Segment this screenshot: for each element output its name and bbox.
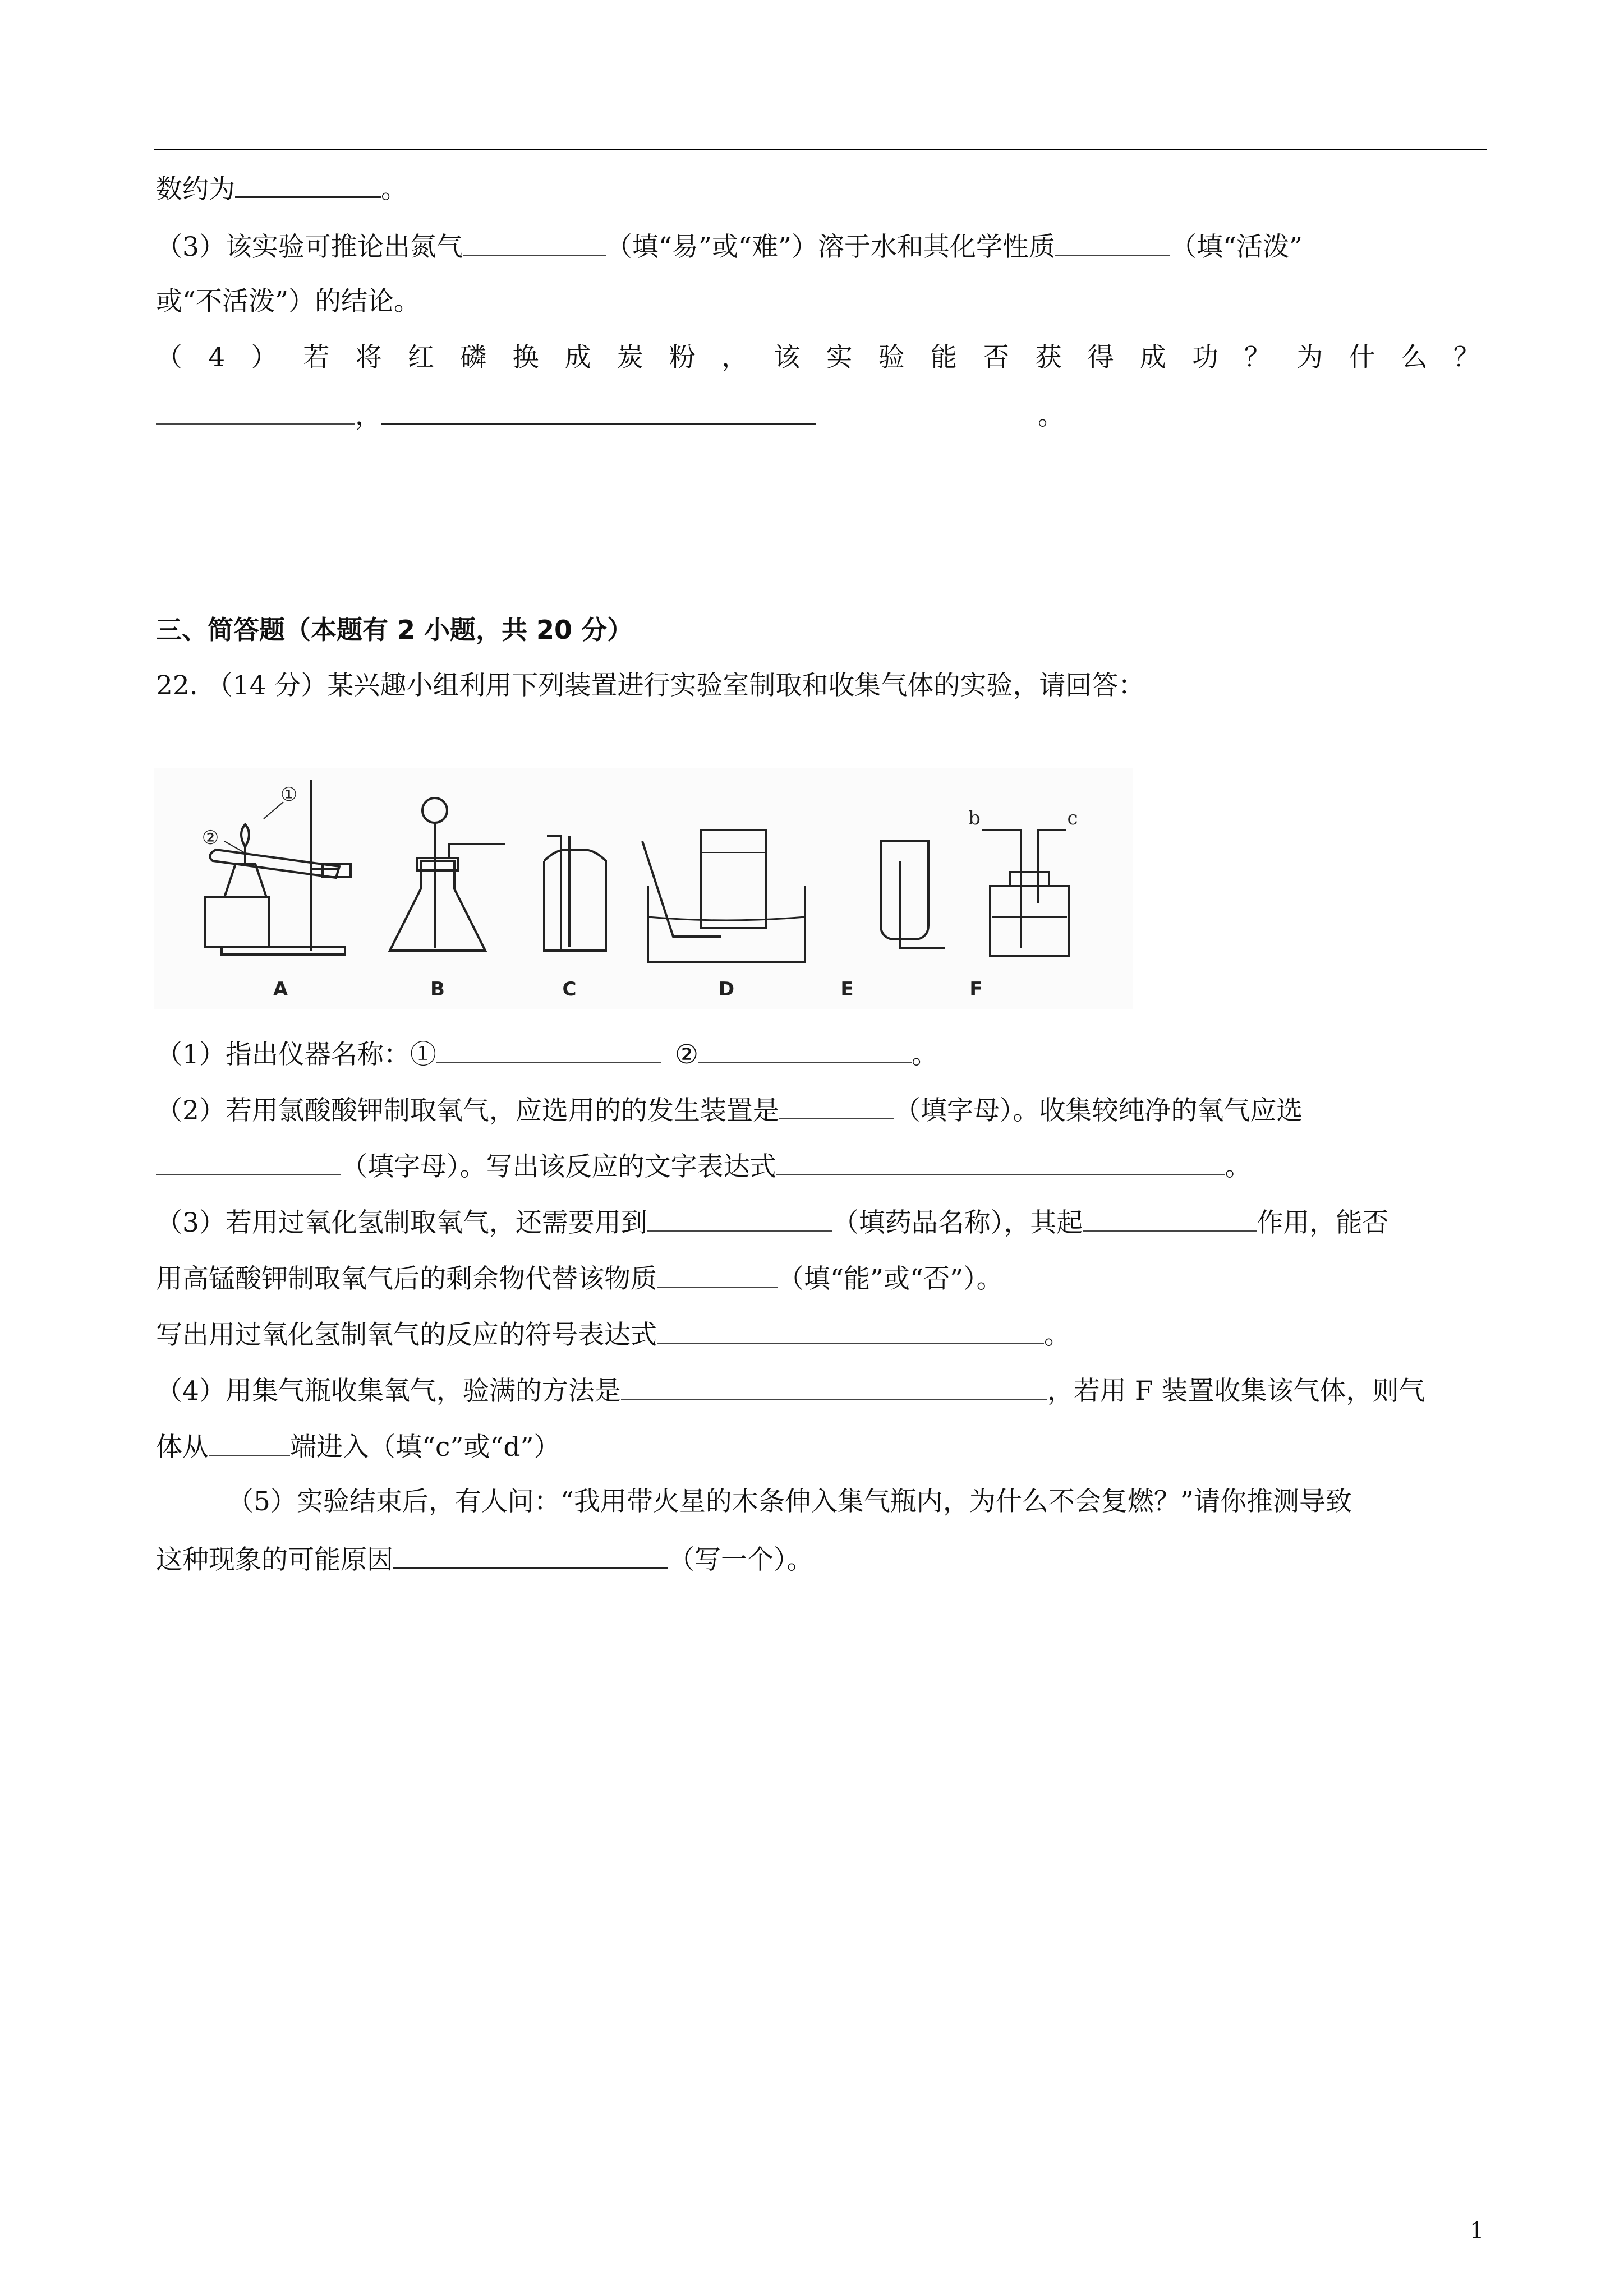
figure-label-b: B [430,978,445,1001]
question-4-line [156,342,1480,374]
char: 将 [355,342,382,373]
char: 得 [1087,342,1114,373]
question-22-intro: 22. （14 分）某兴趣小组利用下列装置进行实验室制取和收集气体的实验，请回答： [156,670,1145,701]
blank-full-check[interactable] [621,1374,1047,1400]
text: （2）若用氯酸酸钾制取氧气，应选用的的发生装置是 [156,1095,779,1126]
text: （4）用集气瓶收集氧气，验满的方法是 [156,1376,621,1407]
char: 红 [407,342,434,373]
text: ， [355,400,381,431]
q1-line [156,1038,938,1071]
header-rule [154,149,1487,150]
q5-line-2 [156,1542,813,1576]
section-heading: 三、简答题（本题有 2 小题，共 20 分） [156,615,633,645]
char: ？ [1453,342,1480,373]
char: 否 [983,342,1010,373]
blank-word-equation[interactable] [776,1150,1225,1175]
blank-success[interactable] [156,399,355,425]
q2-line-2 [156,1150,1252,1183]
page-number: 1 [1470,2218,1484,2244]
text: 数约为 [156,174,235,205]
char: 该 [774,342,801,373]
callout-1: ① [280,783,298,806]
char: 若 [303,342,330,373]
text: （1）指出仪器名称：① [156,1039,436,1070]
figure-label-a: A [273,978,288,1001]
blank-collector[interactable] [156,1150,341,1175]
q3-line-3 [156,1318,1070,1351]
blank-instrument-2[interactable] [698,1038,912,1063]
callout-2: ② [201,827,219,849]
question-4-answer-line [156,398,1064,432]
char: 4 [208,342,226,373]
q4-line-2 [156,1430,560,1463]
char: 什 [1349,342,1375,373]
blank-reason[interactable] [381,398,816,425]
text: 写出用过氧化氢制氧气的反应的符号表达式 [156,1320,657,1350]
blank[interactable] [235,172,381,198]
apparatus-a [205,780,351,955]
blank-chemical-property[interactable] [1055,230,1170,256]
blank-role[interactable] [1083,1206,1257,1232]
q5-line-1: （5）实验结束后，有人问：“我用带火星的木条伸入集气瓶内，为什么不会复燃？”请你推测导致 [227,1486,1352,1517]
text: 这种现象的可能原因 [156,1545,393,1575]
char: 成 [564,342,591,373]
char: 实 [826,342,853,373]
char: ？ [1244,342,1271,373]
char: 获 [1035,342,1062,373]
blank-cause[interactable] [393,1542,668,1569]
text: （填字母）。收集较纯净的氧气应选 [894,1095,1303,1126]
blank-can-substitute[interactable] [657,1262,778,1288]
text: 端进入（填“c”或“d”） [290,1432,560,1463]
char: 么 [1401,342,1428,373]
char: 换 [512,342,539,373]
apparatus-e [881,841,945,948]
text: 。 [1225,1151,1252,1182]
char: ） [251,342,278,373]
q3-line-1 [156,1206,1388,1239]
text: 用高锰酸钾制取氧气后的剩余物代替该物质 [156,1264,657,1294]
text: 。 [1044,1320,1070,1350]
blank-reagent[interactable] [647,1206,832,1232]
text: 。 [381,174,407,205]
apparatus-c [544,836,606,951]
blank-solubility[interactable] [463,230,606,256]
text: 体从 [156,1432,209,1463]
q3-line-2 [156,1262,1003,1295]
q2-line-1 [156,1094,1303,1127]
text: （填“能”或“否”）。 [778,1264,1003,1294]
apparatus-f [982,830,1069,956]
apparatus-b [390,798,505,951]
port-b-label: b [968,807,981,829]
text: ，若用 F 装置收集该气体，则气 [1047,1376,1425,1407]
text: （填“易”或“难”）溶于水和其化学性质 [605,232,1056,262]
figure-label-d: D [718,978,735,1001]
text: （3）若用过氧化氢制取氧气，还需要用到 [156,1207,647,1238]
q4-line-1 [156,1374,1425,1407]
text: （写一个）。 [668,1545,813,1575]
text: （填字母）。写出该反应的文字表达式 [341,1151,776,1182]
char: 成 [1139,342,1166,373]
blank-port[interactable] [209,1430,290,1456]
figure-label-f: F [969,978,983,1001]
text: ② [674,1039,699,1070]
char: 验 [878,342,905,373]
text: 。 [912,1039,938,1070]
blank-symbol-equation[interactable] [657,1318,1044,1344]
port-c-label: c [1067,807,1078,829]
blank-generator[interactable] [779,1094,894,1119]
apparatus-figure [154,768,1133,1009]
apparatus-diagram [154,768,1133,1009]
answer-line-count [156,172,407,205]
text: （3）该实验可推论出氮气 [156,232,463,262]
blank-instrument-1[interactable] [436,1038,661,1063]
text: （填“活泼” [1170,232,1303,262]
text: 作用，能否 [1257,1207,1389,1238]
char: 磷 [460,342,487,373]
char: 粉 [669,342,696,373]
figure-label-e: E [840,978,854,1001]
char: 炭 [617,342,643,373]
question-3-line [156,230,1303,263]
char: 为 [1296,342,1323,373]
text: （填药品名称），其起 [832,1207,1083,1238]
char: 能 [930,342,957,373]
char: （ [156,342,182,373]
char: ， [721,342,748,373]
question-3-line-2: 或“不活泼”）的结论。 [156,286,421,317]
apparatus-d [642,830,805,962]
char: 功 [1191,342,1218,373]
figure-label-c: C [562,978,577,1001]
text: 。 [1038,400,1064,431]
